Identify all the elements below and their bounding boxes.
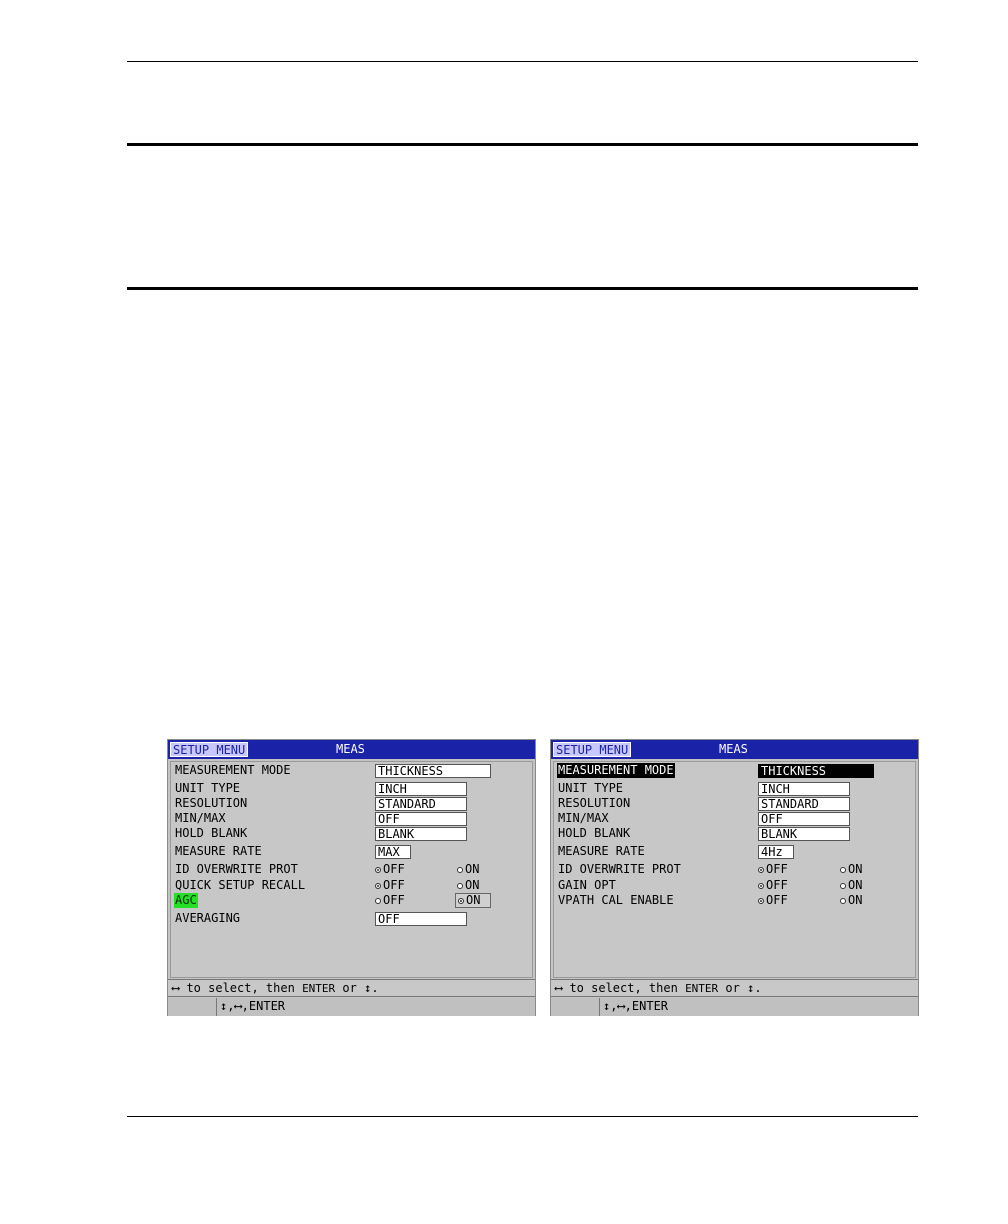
screen-title: MEAS — [336, 742, 365, 756]
row-label-min-max[interactable]: MIN/MAX — [558, 811, 609, 825]
radio-agc-off[interactable]: OFF — [375, 893, 405, 908]
left-right-arrow-icon: ⟷ — [555, 981, 563, 995]
value-measurement-mode[interactable]: THICKNESS — [375, 764, 491, 778]
section-rule-bottom — [127, 287, 918, 290]
radio-selected-icon — [458, 898, 464, 904]
row-label-agc[interactable]: AGC — [175, 893, 197, 907]
row-label-resolution[interactable]: RESOLUTION — [175, 796, 248, 810]
radio-vpath-off[interactable]: OFF — [758, 893, 788, 908]
row-label-id-overwrite-prot[interactable]: ID OVERWRITE PROT — [558, 862, 681, 876]
radio-id-overwrite-on[interactable]: ON — [840, 862, 862, 877]
parameter-list — [170, 761, 533, 978]
radio-gain-opt-on[interactable]: ON — [840, 878, 862, 893]
row-label-measure-rate[interactable]: MEASURE RATE — [175, 844, 262, 858]
radio-agc-on[interactable]: ON — [455, 893, 491, 908]
left-right-arrow-icon: ⟷ — [172, 981, 180, 995]
setup-menu-screen-right — [550, 739, 919, 1016]
value-hold-blank[interactable]: BLANK — [375, 827, 467, 841]
screen-title: MEAS — [719, 742, 748, 756]
row-label-hold-blank[interactable]: HOLD BLANK — [175, 826, 248, 840]
value-measure-rate[interactable]: MAX — [375, 845, 411, 859]
radio-selected-icon — [375, 883, 381, 889]
row-label-measure-rate[interactable]: MEASURE RATE — [558, 844, 645, 858]
radio-id-overwrite-off[interactable]: OFF — [758, 862, 788, 877]
value-unit-type[interactable]: INCH — [375, 782, 467, 796]
radio-quick-setup-on[interactable]: ON — [457, 878, 479, 893]
row-label-quick-setup-recall[interactable]: QUICK SETUP RECALL — [175, 878, 306, 892]
footer-rule — [127, 1116, 918, 1117]
value-averaging[interactable]: OFF — [375, 912, 467, 926]
radio-id-overwrite-off[interactable]: OFF — [375, 862, 405, 877]
row-label-min-max[interactable]: MIN/MAX — [175, 811, 226, 825]
radio-selected-icon — [758, 883, 764, 889]
section-rule-top — [127, 143, 918, 146]
value-resolution[interactable]: STANDARD — [758, 797, 850, 811]
setup-menu-tab[interactable]: SETUP MENU — [553, 742, 631, 757]
status-keys: ↕,⟷,ENTER — [216, 998, 285, 1016]
radio-selected-icon — [758, 867, 764, 873]
row-label-unit-type[interactable]: UNIT TYPE — [175, 781, 241, 795]
radio-selected-icon — [758, 898, 764, 904]
radio-unselected-icon — [840, 898, 846, 904]
radio-gain-opt-off[interactable]: OFF — [758, 878, 788, 893]
row-label-vpath-cal-enable[interactable]: VPATH CAL ENABLE — [558, 893, 674, 907]
parameter-list — [553, 761, 916, 978]
help-line: ⟷ to select, then ENTER or ↕. — [551, 979, 918, 997]
radio-vpath-on[interactable]: ON — [840, 893, 862, 908]
up-down-arrow-icon: ↕ — [364, 981, 372, 995]
value-min-max[interactable]: OFF — [375, 812, 467, 826]
radio-unselected-icon — [457, 867, 463, 873]
value-unit-type[interactable]: INCH — [758, 782, 850, 796]
value-min-max[interactable]: OFF — [758, 812, 850, 826]
row-label-measurement-mode[interactable]: MEASUREMENT MODE — [558, 763, 674, 777]
status-bar — [551, 998, 918, 1016]
radio-selected-icon — [375, 867, 381, 873]
header-rule — [127, 61, 918, 62]
setup-menu-tab[interactable]: SETUP MENU — [170, 742, 248, 757]
row-label-measurement-mode[interactable]: MEASUREMENT MODE — [175, 763, 291, 777]
value-measure-rate[interactable]: 4Hz — [758, 845, 794, 859]
radio-unselected-icon — [375, 898, 381, 904]
title-bar — [551, 740, 918, 759]
status-keys: ↕,⟷,ENTER — [599, 998, 668, 1016]
row-label-id-overwrite-prot[interactable]: ID OVERWRITE PROT — [175, 862, 298, 876]
up-down-arrow-icon: ↕ — [747, 981, 755, 995]
row-label-resolution[interactable]: RESOLUTION — [558, 796, 631, 810]
help-line: ⟷ to select, then ENTER or ↕. — [168, 979, 535, 997]
row-label-unit-type[interactable]: UNIT TYPE — [558, 781, 624, 795]
radio-unselected-icon — [840, 883, 846, 889]
value-resolution[interactable]: STANDARD — [375, 797, 467, 811]
row-label-gain-opt[interactable]: GAIN OPT — [558, 878, 616, 892]
status-bar — [168, 998, 535, 1016]
radio-id-overwrite-on[interactable]: ON — [457, 862, 479, 877]
row-label-averaging[interactable]: AVERAGING — [175, 911, 241, 925]
setup-menu-screen-left — [167, 739, 536, 1016]
row-label-hold-blank[interactable]: HOLD BLANK — [558, 826, 631, 840]
value-measurement-mode[interactable]: THICKNESS — [758, 764, 874, 778]
title-bar — [168, 740, 535, 759]
radio-unselected-icon — [457, 883, 463, 889]
value-hold-blank[interactable]: BLANK — [758, 827, 850, 841]
radio-unselected-icon — [840, 867, 846, 873]
radio-quick-setup-off[interactable]: OFF — [375, 878, 405, 893]
